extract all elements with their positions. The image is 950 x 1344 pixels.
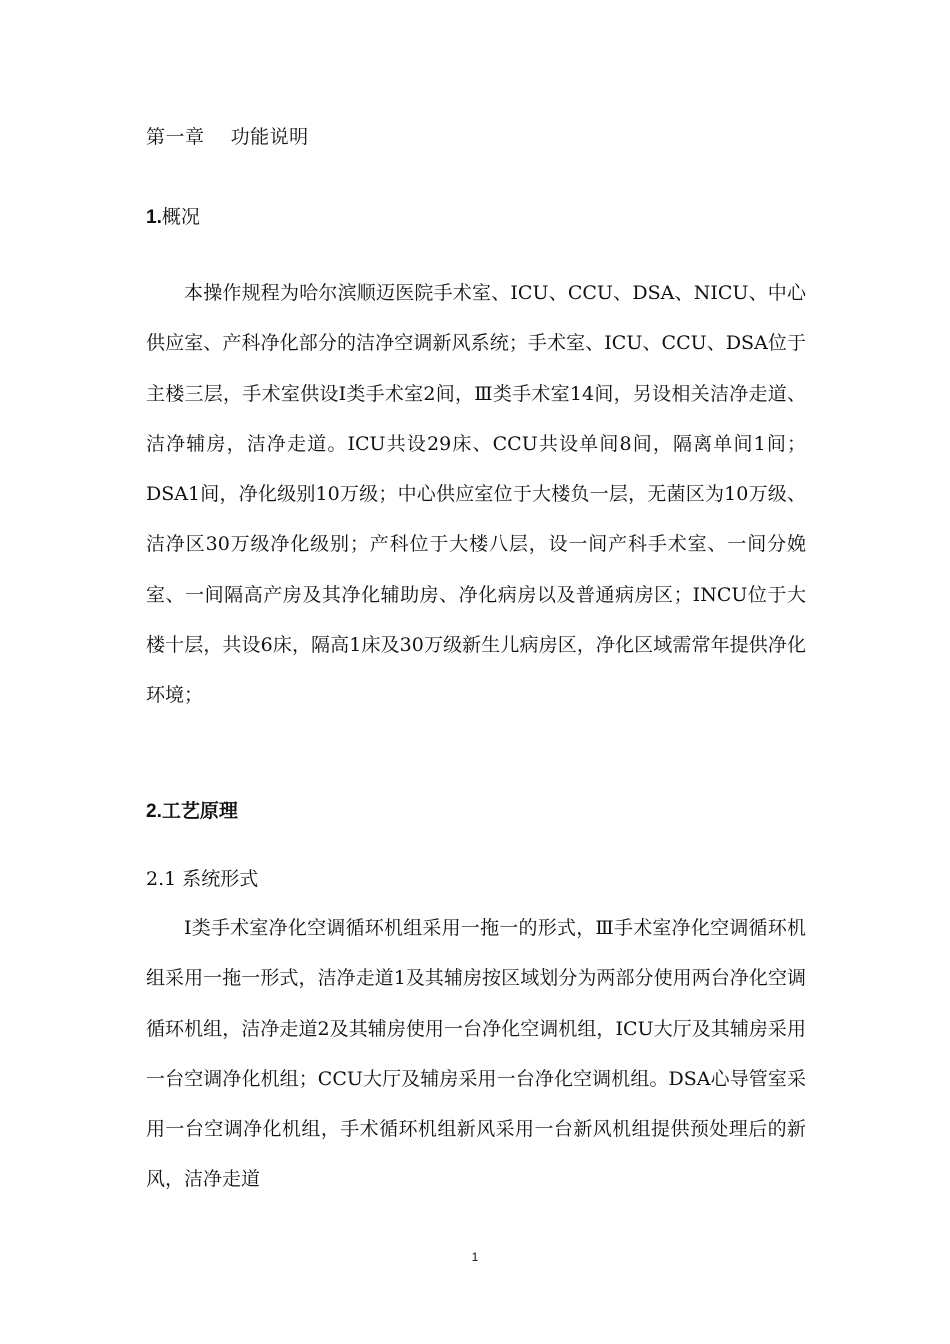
chapter-title: 第一章 功能说明 xyxy=(146,126,309,148)
system-form-paragraph: Ⅰ类手术室净化空调循环机组采用一拖一的形式，Ⅲ手术室净化空调循环机组采用一拖一形式，洁净走道1及其辅房按区域划分为两部分使用两台净化空调循环机组，洁净走道2及其辅房使用一台净化空调机组，ICU大厅及其辅房采用一台空调净化机组；CCU大厅及辅房采用一台净化空调机组。DSA心导管室采用一台空调净化机组，手术循环机组新风采用一台新风机组提供预处理后的新风，洁净走道 xyxy=(146,917,806,1191)
section-number: 2. xyxy=(146,801,162,822)
subsection-heading-system-form: 2.1 系统形式 xyxy=(146,868,259,890)
section-number: 1. xyxy=(146,207,162,228)
section-title: 工艺原理 xyxy=(161,800,238,822)
section-title: 概况 xyxy=(161,206,200,228)
page-number: 1 xyxy=(471,1250,479,1264)
section-heading-overview xyxy=(146,202,200,229)
section-heading-principle xyxy=(146,796,238,823)
overview-paragraph: 本操作规程为哈尔滨顺迈医院手术室、ICU、CCU、DSA、NICU、中心供应室、产科净化部分的洁净空调新风系统；手术室、ICU、CCU、DSA位于主楼三层，手术室供设Ⅰ类手术室2间，Ⅲ类手术室14间，另设相关洁净走道、洁净辅房，洁净走道。ICU共设29床、CCU共设单间8间，隔离单间1间；DSA1间，净化级别10万级；中心供应室位于大楼负一层，无菌区为10万级、洁净区30万级净化级别；产科位于大楼八层，设一间产科手术室、一间分娩室、一间隔高产房及其净化辅助房、净化病房以及普通病房区；INCU位于大楼十层，共设6床，隔高1床及30万级新生儿病房区，净化区域需常年提供净化环境； xyxy=(146,282,806,707)
